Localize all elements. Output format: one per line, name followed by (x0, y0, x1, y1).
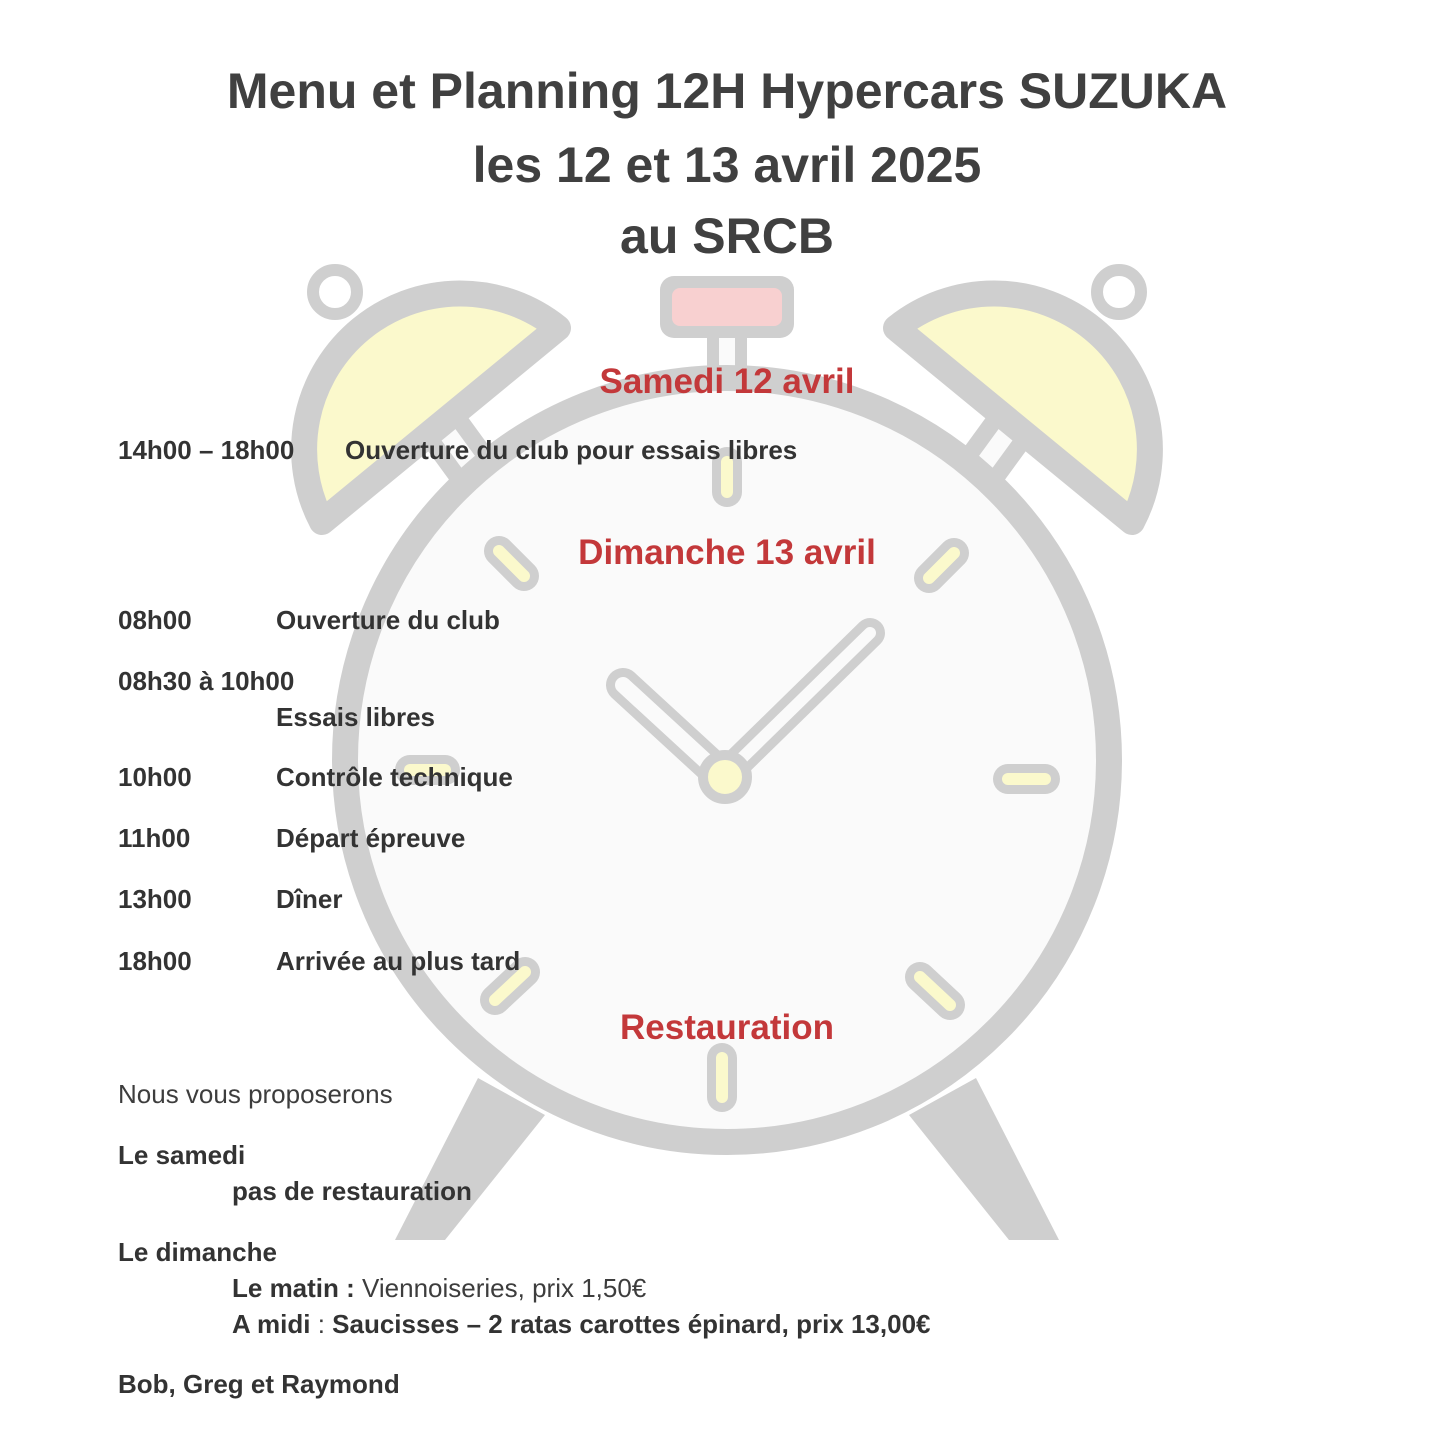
saturday-food-label: Le samedi (118, 1140, 246, 1170)
title-line-1: Menu et Planning 12H Hypercars SUZUKA (226, 63, 1228, 119)
restauration-intro: Nous vous proposerons (118, 1079, 393, 1109)
sunday-morning-line (232, 1272, 646, 1304)
saturday-activity: Ouverture du club pour essais libres (345, 435, 798, 465)
saturday-time: 14h00 – 18h00 (118, 435, 295, 465)
sunday-activity-3: Contrôle technique (276, 762, 513, 792)
noon-label: A midi (232, 1309, 311, 1339)
saturday-food-text: pas de restauration (232, 1176, 472, 1206)
sunday-heading: Dimanche 13 avril (578, 533, 876, 572)
sunday-activity-2: Essais libres (276, 702, 435, 732)
morning-text: Viennoiseries, prix 1,50€ (354, 1273, 647, 1303)
sunday-time-3: 10h00 (118, 762, 192, 792)
sunday-activity-5: Dîner (276, 884, 343, 914)
sunday-time-1: 08h00 (118, 605, 192, 635)
morning-label: Le matin : (232, 1273, 355, 1303)
noon-separator: : (310, 1309, 333, 1339)
sunday-time-4: 11h00 (118, 823, 191, 853)
sunday-time-2: 08h30 à 10h00 (118, 666, 295, 696)
signature: Bob, Greg et Raymond (118, 1369, 400, 1399)
restauration-heading: Restauration (620, 1008, 834, 1047)
title-line-3: au SRCB (620, 208, 834, 264)
sunday-noon-line (232, 1308, 931, 1340)
sunday-activity-1: Ouverture du club (276, 605, 500, 635)
sunday-activity-6: Arrivée au plus tard (276, 946, 521, 976)
noon-text: Saucisses – 2 ratas carottes épinard, prix 13,00€ (332, 1309, 931, 1339)
sunday-time-5: 13h00 (118, 884, 192, 914)
sunday-food-label: Le dimanche (118, 1237, 277, 1267)
saturday-heading: Samedi 12 avril (599, 362, 855, 401)
sunday-activity-4: Départ épreuve (276, 823, 466, 853)
title-line-2: les 12 et 13 avril 2025 (472, 137, 982, 193)
sunday-time-6: 18h00 (118, 946, 192, 976)
